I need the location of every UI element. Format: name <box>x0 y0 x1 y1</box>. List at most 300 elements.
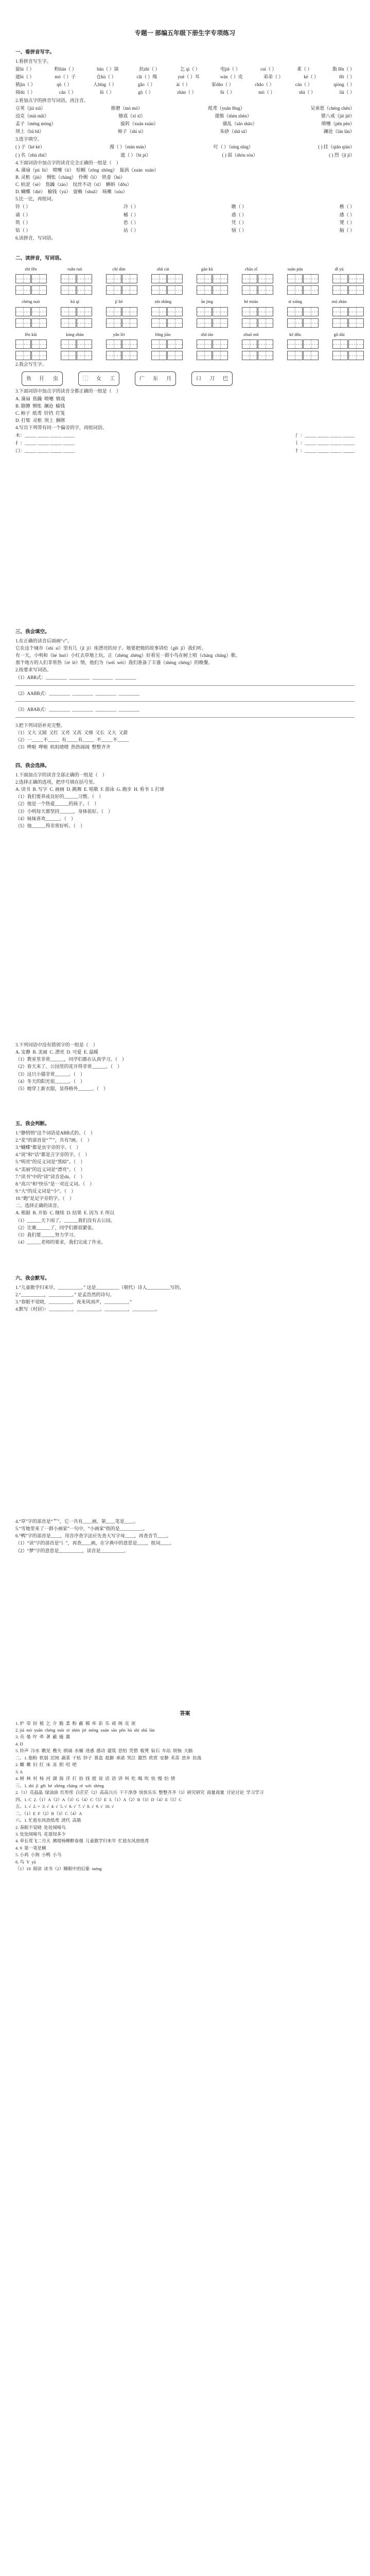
writing-grid <box>106 274 138 283</box>
part6-section <box>15 1273 355 1313</box>
grid-cell <box>151 307 167 316</box>
part6-l2: 2.“__________，__________。” 是孟浩然的诗句。 <box>15 1292 115 1297</box>
p5-line: 9.“大”的反义词是“小”。（ ） <box>15 1188 76 1194</box>
p5-line: 10.“跑”是足字旁的字。（ ） <box>15 1196 74 1201</box>
grid-cell <box>332 340 348 349</box>
grid-cell <box>332 285 348 295</box>
pinyin-label: ān jìng <box>201 299 213 304</box>
grid-cell <box>348 351 364 360</box>
p2-q4-item: 氵：_____ _____ _____ _____ <box>295 433 355 438</box>
grid-cell <box>31 274 47 283</box>
answer-line: 2. 春眠不觉晓 处处闻啼鸟 <box>15 1824 66 1830</box>
q3-item: 漫（ ）（màn mán） <box>109 144 149 150</box>
grid-cell <box>258 307 273 316</box>
part1-s4: 4.下面词语中加点字的读音完全正确的一组是（ ） <box>15 160 121 165</box>
q1-item: qióng（ ） <box>333 82 355 88</box>
p2-q3-option: D. 打柴 灵柩 坝上 捆绑 <box>15 417 65 423</box>
radical-char: 巴 <box>223 376 228 382</box>
radical-char: 月 <box>166 376 171 382</box>
q1-item: kè（ ） <box>304 74 319 80</box>
p5-line: 1.“静悄悄”这个词语是ABB式的。（ ） <box>15 1130 95 1136</box>
grid-cell <box>167 318 183 328</box>
writing-grid <box>197 351 228 360</box>
radical-char: ⺝ <box>40 376 45 382</box>
grid-cell <box>303 318 319 328</box>
answer-line: 3. A <box>15 1769 23 1774</box>
grid-cell <box>122 285 137 295</box>
p2-q3-option: B. 胳膊 惆怅 澜沧 榆钱 <box>15 403 65 409</box>
writing-grid <box>106 285 138 295</box>
q5-row <box>15 219 355 226</box>
p4-q2-line: （1）我们要养成良好的______习惯。（ ） <box>15 794 104 800</box>
part3-l6: （3）哗啦 哗啦 叽叽喳喳 热热闹闹 整整齐齐 <box>15 744 111 750</box>
q2-row <box>15 105 355 111</box>
q5-item: 诵（ ） <box>15 212 31 217</box>
writing-grid <box>61 307 93 316</box>
writing-grid <box>151 285 183 295</box>
writing-grid <box>151 351 183 360</box>
q2-item: 猪八戒（jiè jiē） <box>321 113 355 118</box>
writing-grid-row <box>15 340 355 349</box>
grid-cell <box>332 351 348 360</box>
pinyin-label: suàn pán <box>287 266 303 272</box>
pinyin-label: mó zhàn <box>331 299 347 304</box>
grid-cell <box>197 307 212 316</box>
p4-q3-line: （3）这只小猫非常______。（ ） <box>15 1071 85 1077</box>
grid-cell <box>332 307 348 316</box>
pinyin-label: sī xiāng <box>288 299 302 304</box>
grid-cell <box>77 351 92 360</box>
part6-l1: 1.“儿童散学归来早，__________。” 这是__________（朝代）诗人__________写的。 <box>15 1284 184 1290</box>
pinyin-label: hé miáo <box>244 299 258 304</box>
grid-cell <box>106 285 121 295</box>
p5-choice-line: （3）我们要______努力学习。 <box>15 1232 78 1238</box>
q1-item: gǎo（ ） <box>137 82 155 88</box>
pinyin-label: ruǎn ruò <box>67 266 82 272</box>
q1-item: qǔ（ ） <box>57 82 72 88</box>
answer-line: 2.（1）亮晶晶 绿油油 红彤彤 白茫茫（2）高高兴兴 干干净净 快快乐乐 整整齐齐（3）研究研究 商量商量 讨论讨论 学习学习 <box>15 1790 264 1795</box>
pinyin-label: xīn shǎng <box>154 299 172 304</box>
part5-choices: A. 根据 B. 开始 C. 继续 D. 结果 E. 因为 F. 所以 <box>15 1210 115 1216</box>
grid-cell <box>61 340 76 349</box>
q3-row <box>15 144 355 150</box>
part3-s1: 1.在正确的读音后面画“√”。 <box>15 638 72 643</box>
part3-heading: 三、我会填空。 <box>15 630 50 635</box>
p2-q4-item: 口：_____ _____ _____ _____ <box>15 448 75 454</box>
grid-cell <box>303 274 319 283</box>
q1-item: lài（ ） <box>339 90 355 95</box>
radical-char: ⿰ <box>83 376 88 382</box>
p2-q4-row <box>15 440 355 446</box>
p5-choice-line: （2）比赛______了，同学们都很紧张。 <box>15 1225 97 1230</box>
writing-grid <box>242 351 274 360</box>
p4-q3-line: （2）春天来了，公园里的花开得非常______。（ ） <box>15 1064 122 1070</box>
q2-item: 澜沧（lán làn） <box>323 129 355 134</box>
writing-grid <box>61 274 93 283</box>
part2-s2: 2.我会写生字。 <box>15 362 47 367</box>
q5-item: 站（ ） <box>123 227 139 233</box>
q5-row <box>15 212 355 218</box>
answer-rule <box>15 685 355 686</box>
q1-item: ài（ ） <box>176 82 190 88</box>
part6-l3: 3.“春眠不觉晓，__________。夜来风雨声，__________。” <box>15 1299 132 1305</box>
grid-cell <box>242 274 257 283</box>
q1-item: 仓kù（ ） <box>96 74 116 80</box>
q4-option: A. 蒲扇（pú fú） 喷嚏（tì） 棕榈（zōng zhōng） 旋涡（xuàn xuán） <box>15 167 158 173</box>
q1-item: 脂 fěn（ ） <box>332 66 355 72</box>
p4-q2-line: （4）妹妹喜欢______。（ ） <box>15 816 76 821</box>
pinyin-row <box>15 332 355 337</box>
part1-s3: 3.选字填空。 <box>15 137 42 142</box>
grid-cell <box>151 351 167 360</box>
part5-section <box>15 1118 355 1246</box>
q2-block <box>15 105 355 135</box>
grid-cell <box>61 274 76 283</box>
answer-line: 4. 9 第一笔是横 <box>15 1845 46 1851</box>
writing-grid <box>242 318 274 328</box>
q1-item: 猜jìn（ ） <box>15 82 36 88</box>
q5-item: 凳（ ） <box>339 219 355 225</box>
pinyin-label: dǐ yù <box>334 266 344 272</box>
p4-q2-line: （5）他______得非常好听。（ ） <box>15 823 85 828</box>
pinyin-label: yǎn lèi <box>113 331 125 337</box>
q1-row <box>15 74 355 80</box>
writing-grid <box>242 307 274 316</box>
part3-l1: （1）ABB式：_________ _________ _________ _________ <box>15 674 136 680</box>
q1-item: bàn（ ）演 <box>97 66 119 72</box>
grid-cell <box>77 285 92 295</box>
q2-row <box>15 113 355 119</box>
grid-cell <box>197 318 212 328</box>
q2-item: 谨慎（shèn zhèn） <box>215 113 252 118</box>
pinyin-label: kē dǒu <box>289 331 302 337</box>
part3-p2: 有一天，小明和（hé huò）小红去草地上玩，正（zhèng zhēng）好看见一群小鸟在树上唱（chàng cháng）歌。 <box>15 653 240 658</box>
q1-item: shà（ ） <box>298 90 316 95</box>
radical-char: 鱼 <box>26 376 31 382</box>
q1-item: cán（ ） <box>59 90 76 95</box>
grid-cell <box>15 318 31 328</box>
answer-line: 2. jiá mò yuān chéng mài xī shèn jiè mèng xuán sāo pēn bà shì shā lán <box>15 1727 155 1733</box>
q5-item: 脑（ ） <box>339 227 355 233</box>
p5-choice-line: （1）______天下雨了，______我们没有去公园。 <box>15 1217 115 1223</box>
part7-l1: 4.“草”字的部首是“艹”，它一共有____画，第____笔是____。 <box>15 1519 138 1524</box>
q1-item: chǎo（ ） <box>255 82 274 88</box>
grid-cell <box>213 351 228 360</box>
q2-item: 孟子（mèng mòng） <box>15 121 56 126</box>
grid-cell <box>348 340 364 349</box>
writing-grid <box>242 274 274 283</box>
part5-heading: 五、我会判断。 <box>15 1122 50 1127</box>
radical-char: 工 <box>110 376 115 382</box>
q5-block <box>15 204 355 233</box>
q1-item: 电jiè（ ） <box>220 66 240 72</box>
q3-item: ( ) 挂（qiān qián） <box>318 144 355 150</box>
writing-grid <box>332 340 364 349</box>
grid-cell <box>77 307 92 316</box>
grid-cell <box>287 285 303 295</box>
q5-item: 铃（ ） <box>15 204 31 210</box>
q4-block <box>15 167 355 195</box>
grid-cell <box>31 351 47 360</box>
q2-item: 坝上（bà bǎ） <box>15 129 44 134</box>
p4-q2-line: （2）他是一个热爱______的孩子。（ ） <box>15 801 99 807</box>
radical-char: 口 <box>196 376 201 382</box>
part4-heading: 四、我会选择。 <box>15 764 50 769</box>
q5-item: 钻（ ） <box>15 227 31 233</box>
part1-heading: 一、看拼音写字。 <box>15 50 55 55</box>
q1-row <box>15 81 355 88</box>
grid-cell <box>242 340 257 349</box>
answer-line: 四、1. C 2.（1）A（2）A（3）G（4）C（5）E 3.（1）A（2）B（3）D（4）E（5）C <box>15 1797 182 1802</box>
writing-grid-row <box>15 285 355 295</box>
p2-q3-option: A. 蒲扇 焦躁 喷嚏 嬉戏 <box>15 396 65 401</box>
p5-line: 3.“蝴蝶”都是虫字旁的字。（ ） <box>15 1145 81 1150</box>
writing-grid-row <box>15 274 355 283</box>
part1-s2: 2.看加点字的拼音写词语，再注音。 <box>15 97 89 103</box>
q1-item: 扶zhí（ ） <box>139 66 160 72</box>
q1-item: mò（ ） <box>258 90 275 95</box>
p5-line: 8.“高兴”和“快乐”是一对近义词。（ ） <box>15 1181 95 1187</box>
writing-grid <box>151 274 183 283</box>
q4-option: C. 枯涩（sè） 焦躁（zào） 纹丝不动（sī） 蝌蚪（dǒu） <box>15 182 132 188</box>
q3-item: 叮（ ）（níng nǐng） <box>214 144 254 150</box>
part3-l5: （2）一_____不_____ 有_____有_____ 不_____不_____ <box>15 737 129 743</box>
q2-item: 迈克（mài mǎi） <box>15 113 49 118</box>
q5-item: 瞧（ ） <box>231 204 247 210</box>
grid-cell <box>213 318 228 328</box>
grid-cell <box>348 274 364 283</box>
part2-s3: 3.下面词语中加点字的读音全都正确的一组是（ ） <box>15 388 121 394</box>
answer-line: 3. 壳 曼 咛 牵 著 蔽 瘦 激 <box>15 1734 71 1740</box>
grid-cell <box>213 340 228 349</box>
writing-grid <box>61 285 93 295</box>
q1-item: 人bǐng（ ） <box>93 82 117 88</box>
q2-item: 吴承恩（chéng chén） <box>310 105 355 111</box>
pinyin-label: shā tān <box>201 331 214 337</box>
part1-section <box>15 46 355 242</box>
grid-cell <box>303 307 319 316</box>
grid-cell <box>106 351 121 360</box>
pinyin-label: kàng zhàn <box>66 331 84 337</box>
grid-cell <box>242 307 257 316</box>
p4-q2-line: （3）小明每天都坚持______，身体很好。（ ） <box>15 808 113 814</box>
part3-l3: （3）ABAB式：_________ _________ _________ _________ <box>15 706 140 712</box>
q1-item: yuè（ ）耳 <box>178 74 200 80</box>
grid-cell <box>348 307 364 316</box>
q1-item: 阅dú（ ） <box>15 90 36 95</box>
grid-cell <box>15 340 31 349</box>
pinyin-label: chí dùn <box>112 266 126 272</box>
writing-grid <box>151 318 183 328</box>
grid-cell <box>15 274 31 283</box>
q1-item: mó（ ）子 <box>55 74 76 80</box>
q2-item: 喷嚏（pēn pèn） <box>321 121 355 126</box>
part3-l4: （1）又大 又圆 又红 又亮 又高 又细 又长 又大 又甜 <box>15 730 128 736</box>
answer-line: 6. 鸟 Y yā <box>15 1859 36 1865</box>
writing-grid <box>106 351 138 360</box>
answer-line: 5. 小鸡 小狗 小鸭 小马 <box>15 1852 62 1858</box>
answer-line: 二、（1）E F（2）B（3）C（4）A <box>15 1810 82 1816</box>
p4-q3-line: （5）她穿上新衣服，显得格外______。（ ） <box>15 1086 109 1091</box>
grid-cell <box>167 274 183 283</box>
q1-item: fù（ ） <box>220 90 235 95</box>
grid-cell <box>287 318 303 328</box>
part3-p1: 它在这个城市（shì sì）里有几（jǐ jī）座漂亮的房子。她要把她的故事讲给（gěi jǐ）我们听。 <box>15 645 207 651</box>
grid-cell <box>106 318 121 328</box>
answer-rule <box>15 717 355 718</box>
grid-cell <box>31 307 47 316</box>
grid-cell <box>15 307 31 316</box>
q5-item: 惑（ ） <box>231 212 247 217</box>
grid-cell <box>61 307 76 316</box>
answer-line: 五、1. √ 2. × 3. √ 4. √ 5. √ 6. √ 7. √ 8. √ 9. √ 10. √ <box>15 1804 114 1809</box>
answer-line: 二、1. 脂粉 软弱 迟钝 蔬菜 干枯 钞子 算盘 抵御 承诺 哭泣 激烈 欣赏 安静 禾苗 思乡 抗战 <box>15 1755 202 1760</box>
grid-cell <box>332 318 348 328</box>
p4-q2-lines <box>15 793 355 829</box>
answer-rule <box>15 701 355 702</box>
grid-cell <box>197 285 212 295</box>
grid-cell <box>122 307 137 316</box>
grid-cell <box>303 340 319 349</box>
grid-cell <box>287 351 303 360</box>
answers-section <box>15 1710 355 1873</box>
pinyin-label: shū cài <box>156 266 169 272</box>
writing-grid <box>287 285 319 295</box>
q1-item: 弟弟（ ） <box>263 74 284 80</box>
q3-item: ( ) 名（zhù zhú） <box>15 152 49 158</box>
q1-item: 旋lú（ ） <box>15 66 34 72</box>
q1-item: 粉lián（ ） <box>54 66 77 72</box>
grid-cell <box>242 285 257 295</box>
p2-q3-block <box>15 396 355 424</box>
p4-q3-line: （1）教室里非常______，同学们都在认真学习。（ ） <box>15 1057 127 1062</box>
radical-box <box>22 371 63 386</box>
grid-cell <box>167 307 183 316</box>
part2-section <box>15 252 355 456</box>
grid-cell <box>242 351 257 360</box>
writing-grid <box>197 307 228 316</box>
answer-line: 2. 蝴 蝶 妇 红 床 冻 胆 叨 吧 <box>15 1762 77 1768</box>
writing-grid-row <box>15 351 355 360</box>
pinyin-row <box>15 266 355 272</box>
answer-line: 5. 铃声 冷水 瞧见 樵夫 朗诵 水桶 迷惑 感动 建筑 恐怕 凭借 板凳 钻石 车站 烦恼 大脑 <box>15 1748 193 1754</box>
grid-cell <box>213 307 228 316</box>
q2-item: 豆荚（jiá xiá） <box>15 105 46 111</box>
p2-q4-row <box>15 432 355 438</box>
p5-line: 7.“读书”中的“读”读音是dú。（ ） <box>15 1174 85 1179</box>
grid-cell <box>122 274 137 283</box>
part7-l3: 6.“鸭”字的部首是____，用音序查字法应先查大写字母____，再查音节____。 <box>15 1533 171 1539</box>
radical-box <box>135 371 176 386</box>
q5-item: 冷（ ） <box>123 204 139 210</box>
writing-grid <box>61 318 93 328</box>
grid-cell <box>332 274 348 283</box>
p2-q4-item: 讠：_____ _____ _____ _____ <box>295 440 355 446</box>
q5-item: 凭（ ） <box>231 219 247 225</box>
worksheet-title: 专题一 部编五年级下册生字专项练习 <box>134 29 236 37</box>
part4-s2: 2.选择正确的选项，把序号填在括号里。 <box>15 779 98 785</box>
writing-grid <box>15 307 47 316</box>
grid-cell <box>151 340 167 349</box>
part4-q2: A. 读书 B. 写字 C. 画画 D. 跳舞 E. 唱歌 F. 游泳 G. 跑步 H. 看书 I. 打球 <box>15 787 165 792</box>
q2-item: 朱砂（shā sā） <box>220 129 250 134</box>
grid-cell <box>31 340 47 349</box>
writing-grid <box>242 285 274 295</box>
q1-item: wán（ ）皮 <box>220 74 243 80</box>
pinyin-label: gān kū <box>201 266 213 272</box>
q2-item: 嬉戏（xī xǐ） <box>118 113 146 118</box>
writing-grid <box>151 307 183 316</box>
radical-char: 虫 <box>53 376 58 382</box>
writing-grid <box>287 307 319 316</box>
q2-item: 纸鸢（yuān fēng） <box>208 105 245 111</box>
grid-cell <box>258 318 273 328</box>
p2-q4-block <box>15 432 355 454</box>
grid-cell <box>287 340 303 349</box>
grid-cell <box>77 340 92 349</box>
grid-cell <box>151 285 167 295</box>
grid-cell <box>197 340 212 349</box>
grid-cell <box>106 307 121 316</box>
radical-char: 广 <box>139 376 145 382</box>
pinyin-label: zhī fěn <box>25 266 37 272</box>
part4-s3: 3.下列词语中没有错别字的一组是（ ） <box>15 1042 98 1047</box>
part3-l2: （2）AABB式：_________ _________ _________ _________ <box>15 690 140 696</box>
writing-grid <box>197 274 228 283</box>
p2-q4-item: 木：_____ _____ _____ _____ <box>15 433 75 438</box>
radical-char: 刀 <box>209 376 215 382</box>
radical-char: 东 <box>153 376 158 382</box>
answer-line: （1）10 阅读 读书（2）睡眠中的幻象 mèng <box>15 1866 102 1872</box>
grid-cell <box>197 274 212 283</box>
part1-s1: 1.看拼音写生字。 <box>15 58 51 64</box>
p5-line: 4.“说”和“话”都是言字旁的字。（ ） <box>15 1152 90 1158</box>
grid-cell <box>122 351 137 360</box>
q2-item: 旋转（xuán xuàn） <box>120 121 158 126</box>
pinyin-label: bǐng jiāo <box>155 331 171 337</box>
grid-cell <box>287 307 303 316</box>
grid-cell <box>258 351 273 360</box>
grid-cell <box>258 340 273 349</box>
p5-line: 2.“花”的部首是“艹”，共有7画。（ ） <box>15 1137 92 1143</box>
q5-item: 筑（ ） <box>15 219 31 225</box>
writing-grid <box>197 285 228 295</box>
q4-option: B. 灵柩（jiù） 惆怅（chàng） 伶俐（lì） 铁壶（hú） <box>15 174 125 180</box>
q1-row <box>15 66 355 72</box>
q1-item: cán（ ） <box>295 82 312 88</box>
answer-line: 3. 处处闻啼鸟 花落知多少 <box>15 1832 66 1837</box>
part1-s6: 6.读拼音，写词语。 <box>15 235 56 241</box>
answer-line: 六、1. 忙趁东风放纸鸢 清代 高鼎 <box>15 1818 81 1823</box>
p2-q4-item: 忄：_____ _____ _____ _____ <box>295 448 355 454</box>
pinyin-label: jí liè <box>115 299 123 304</box>
q1-item: 家dǔo（ ） <box>211 82 234 88</box>
grid-cell <box>151 318 167 328</box>
q5-item: 恼（ ） <box>231 227 247 233</box>
writing-grid <box>242 340 274 349</box>
grid-cell <box>303 351 319 360</box>
writing-grid <box>197 340 228 349</box>
part7-l5: （2）“梦”字的意思是__________，读音是__________。 <box>15 1548 129 1553</box>
grid-cell <box>213 274 228 283</box>
grid-cell <box>31 285 47 295</box>
q3-item: ( ) 烈（jī jí） <box>329 152 355 158</box>
q3-block <box>15 144 355 158</box>
writing-grid <box>106 340 138 349</box>
pinyin-grid-block <box>15 266 355 360</box>
q5-item: 感（ ） <box>339 212 355 217</box>
part1-s5: 5.比一比，再组词。 <box>15 196 56 202</box>
